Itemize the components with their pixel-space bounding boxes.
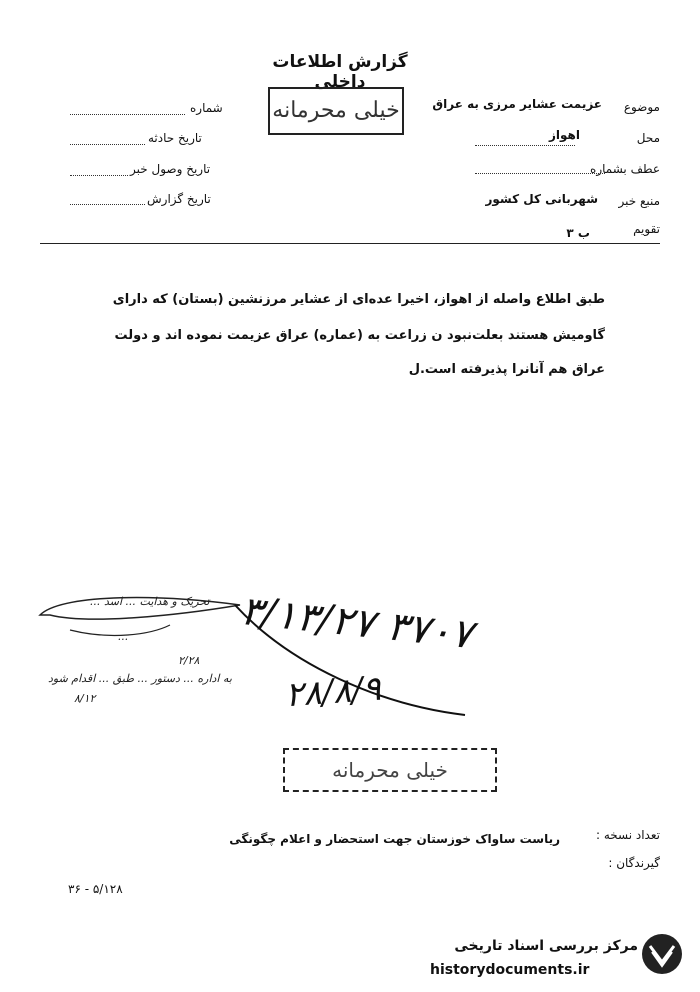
body-line-1: طبق اطلاع واصله از اهواز، اخیرا عده‌ای از عشایر مرزنشین (بستان) که دارای	[112, 292, 605, 307]
archive-logo-icon	[640, 932, 684, 976]
report-title: گزارش اطلاعات داخلی	[272, 52, 408, 92]
field-place-label: محل	[636, 131, 660, 145]
body-line-3: عراق هم آنانرا پذیرفته است.ل	[408, 362, 605, 377]
recipients-label: گیرندگان :	[608, 856, 660, 870]
field-report-date-dots	[70, 203, 145, 205]
handwritten-date: ۲۸/۸/۹	[283, 668, 383, 716]
field-number-label: شماره	[190, 101, 223, 115]
field-place-value: اهواز	[549, 128, 580, 142]
field-subject-value: عزیمت عشایر مرزی به عراق	[432, 97, 602, 111]
classification-stamp: خیلی محرمانه	[268, 87, 404, 135]
field-report-date-label: تاریخ گزارش	[147, 192, 211, 206]
field-incident-date-dots	[70, 143, 145, 145]
copies-label: تعداد نسخه :	[595, 828, 660, 842]
annotation-note-4: ۸/۱۲	[74, 692, 96, 705]
field-source-value: شهربانی کل کشور	[485, 192, 598, 206]
annotation-note-2: ...	[118, 630, 129, 643]
field-calendar-label: تقویم	[633, 222, 660, 236]
archive-name: مرکز بررسی اسناد تاریخی	[454, 938, 638, 954]
handwritten-slash-icon	[230, 595, 470, 725]
body-line-2: گاومیش هستند بعلت‌نبود ن زراعت به (عماره) عراق عزیمت نموده اند و دولت	[114, 328, 605, 343]
field-receipt-date-label: تاریخ وصول خبر	[130, 162, 211, 176]
header-divider	[40, 243, 660, 244]
annotation-note-5: ۲/۲۸	[178, 654, 200, 667]
field-number-dots	[70, 113, 185, 115]
annotation-note-3: به اداره ... دستور ... طبق ... اقدام شود	[48, 672, 232, 685]
field-reference-label: عطف بشماره	[590, 162, 660, 176]
field-calendar-value: ب ۳	[566, 226, 590, 240]
field-incident-date-label: تاریخ حادثه	[148, 131, 202, 145]
archive-url: historydocuments.ir	[430, 962, 590, 978]
form-code: ۳۶ - ۵/۱۲۸	[68, 882, 123, 896]
field-reference-dots	[475, 172, 605, 174]
field-subject-label: موضوع	[623, 100, 660, 114]
lower-classification-stamp: خیلی محرمانه	[283, 748, 497, 792]
field-place-dots	[475, 144, 575, 146]
handwritten-number: ۳/۱۳/۲۷ ۳۷۰۷	[238, 587, 475, 659]
annotation-loop-icon	[30, 585, 250, 645]
annotation-note-1: تحریک و هدایت ... اسد ...	[90, 595, 210, 608]
field-receipt-date-dots	[70, 174, 128, 176]
field-source-label: منبع خبر	[618, 194, 660, 208]
copies-value: ریاست ساواک خوزستان جهت استحضار و اعلام چگونگی	[229, 832, 560, 846]
